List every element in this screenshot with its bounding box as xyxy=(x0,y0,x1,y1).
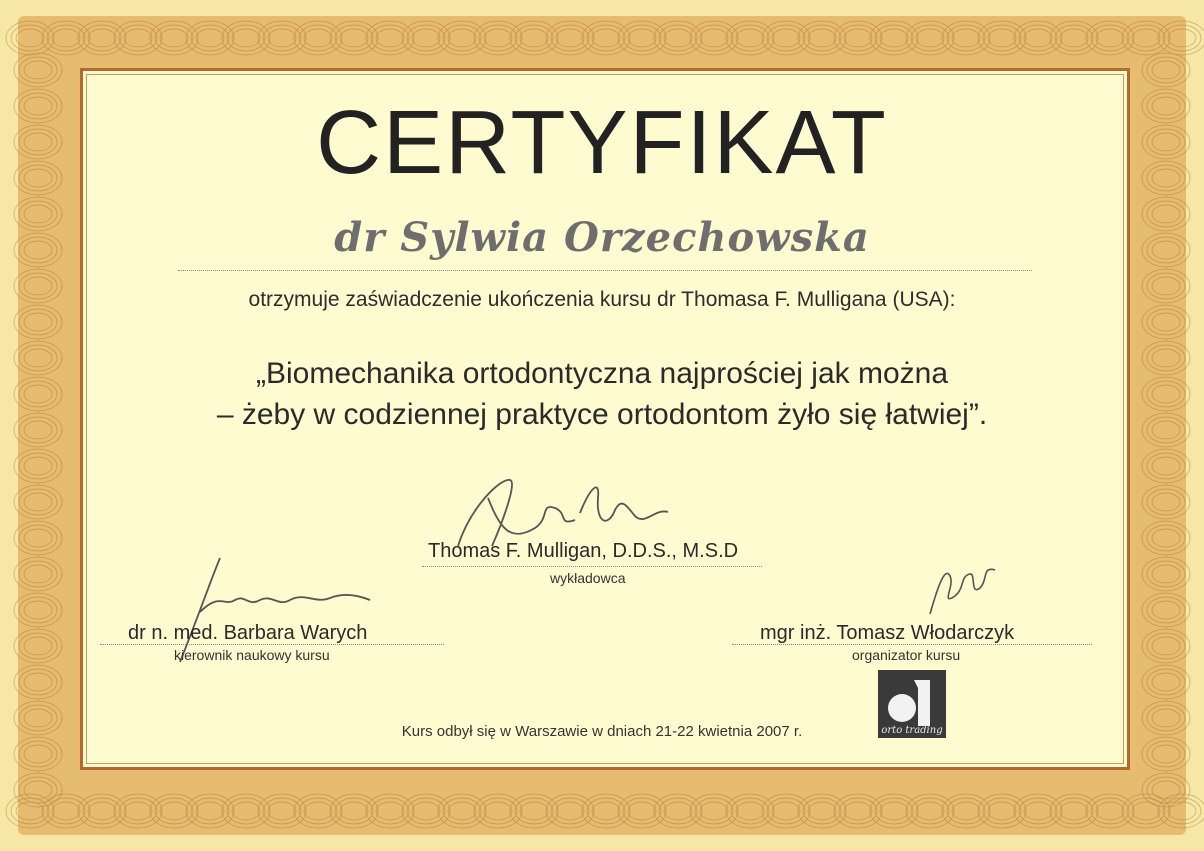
recipient-name: dr Sylwia Orzechowska xyxy=(334,214,870,261)
lecturer-name: Thomas F. Mulligan, D.D.S., M.S.D xyxy=(428,540,739,562)
organizer-dotted-line xyxy=(732,644,1092,645)
course-title-line-1: „Biomechanika ortodontyczna najprościej jak można xyxy=(255,357,949,390)
organizer-role: organizator kursu xyxy=(852,647,961,663)
organizer-name: mgr inż. Tomasz Włodarczyk xyxy=(760,622,1015,644)
recipient-dotted-line xyxy=(178,270,1032,271)
certificate-title: CERTYFIKAT xyxy=(316,93,888,193)
organizer-signature xyxy=(910,556,1010,626)
intro-text: otrzymuje zaświadczenie ukończenia kursu dr Thomasa F. Mulligana (USA): xyxy=(248,288,956,311)
lecturer-dotted-line xyxy=(422,566,762,567)
scientific-head-name: dr n. med. Barbara Warych xyxy=(128,622,368,644)
course-date-location: Kurs odbył się w Warszawie w dniach 21-22 kwietnia 2007 r. xyxy=(401,723,803,740)
lecturer-role: wykładowca xyxy=(550,570,626,586)
scientific-head-role: kierownik naukowy kursu xyxy=(174,647,330,663)
course-title-line-2: – żeby w codziennej praktyce ortodontom żyło się łatwiej”. xyxy=(216,398,988,431)
scientific-head-dotted-line xyxy=(100,644,444,645)
logo-text: orto trading xyxy=(881,725,943,736)
